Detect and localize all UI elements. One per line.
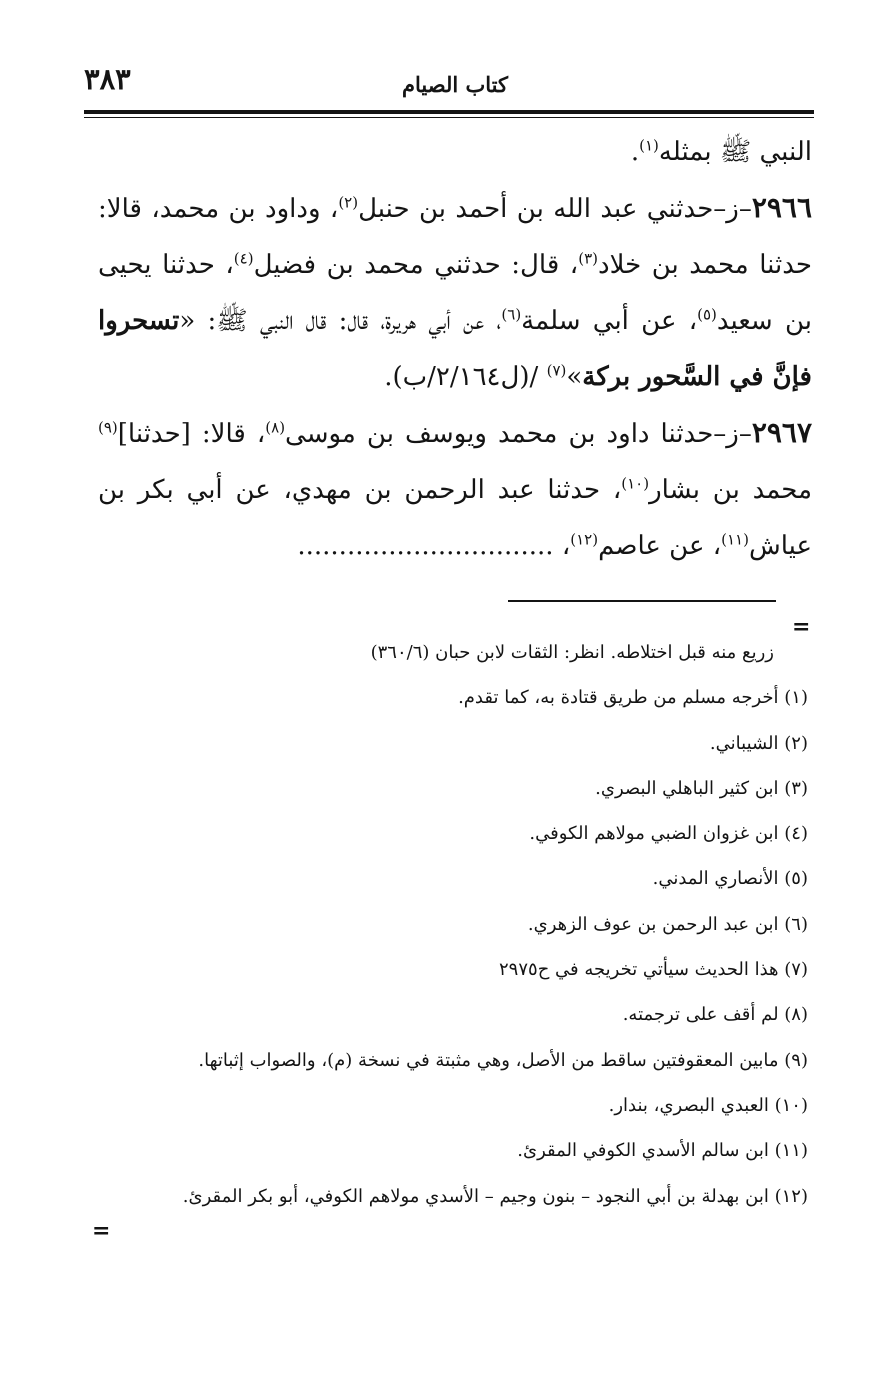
footnote-item: (١١) ابن سالم الأسدي الكوفي المقرئ. — [517, 1140, 808, 1162]
footnote-ref: (٦) — [501, 305, 522, 324]
footnote-ref: (١) — [639, 136, 659, 155]
hadith-2966: ٢٩٦٦–ز–حدثني عبد الله بن أحمد بن حنبل$^{(٢)}$، وداود بن محمد، قالا: حدثنا محمد بن خلاد$^{(٣)}$، قال: حدثني محمد بن فضيل$^{(٤)}$، حدثنا يحيى بن سعيد$^{(٥)}$، عن أبي سلمة$^{(٦)}$، عن أبي هريرة، قال: قال النبي ﷺ: «تسحروا فإنَّ في السَّحور بركة»$^{(٧)}$ /(ل٢/١٦٤/ب). — [98, 191, 812, 392]
footnote-ref: (٥) — [697, 305, 717, 324]
main-text — [98, 124, 812, 574]
footnote-item: (٤) ابن غزوان الضبي مولاهم الكوفي. — [529, 823, 808, 845]
footnote-ref: (٩) — [98, 418, 118, 437]
footnotes — [98, 630, 808, 1219]
ellipsis-dots: ............................... — [297, 531, 554, 561]
footnote-ref: (٨) — [265, 418, 286, 437]
header-rule-thin — [84, 117, 814, 118]
hadith-number: ٢٩٦٦ — [751, 191, 812, 224]
footnote-item: (١٠) العبدي البصري، بندار. — [608, 1094, 808, 1116]
footnote-continuation: زريع منه قبل اختلاطه. انظر: الثقات لابن حبان (٣٦٠/٦) — [370, 642, 774, 663]
footnote-ref: (٣) — [578, 249, 598, 268]
footnote-item: (٦) ابن عبد الرحمن بن عوف الزهري. — [527, 913, 808, 935]
footnote-ref: (١٠) — [621, 474, 650, 493]
footnote-ref: (١٢) — [570, 530, 599, 549]
header-rule-thick — [84, 110, 814, 114]
footnote-ref: (٧) — [546, 361, 567, 380]
hadith-number: ٢٩٦٧ — [751, 416, 812, 449]
footnote-separator — [508, 600, 776, 602]
continuation-marker-bottom: = — [92, 1218, 111, 1244]
footnote-item: (٩) مابين المعقوفتين ساقط من الأصل، وهي مثبتة في نسخة (م)، والصواب إثباتها. — [198, 1049, 808, 1071]
footnote-item: (٧) هذا الحديث سيأتي تخريجه في ح٢٩٧٥ — [499, 959, 808, 981]
footnote-ref: (١١) — [721, 530, 749, 549]
footnote-item: (٥) الأنصاري المدني. — [652, 868, 808, 890]
continuation-marker-top: = — [792, 614, 811, 640]
footnote-ref: (٤) — [233, 249, 254, 268]
footnote-item: (١٢) ابن بهدلة بن أبي النجود – بنون وجيم – الأسدي مولاهم الكوفي، أبو بكر المقرئ. — [182, 1185, 808, 1207]
book-title: كتاب الصيام — [402, 72, 508, 97]
hadith-matn: تسحروا فإنَّ في السَّحور بركة — [98, 306, 812, 392]
footnote-item: (٣) ابن كثير الباهلي البصري. — [595, 777, 808, 799]
footnote-ref: (٢) — [338, 193, 359, 212]
footnote-item: (٨) لم أقف على ترجمته. — [622, 1004, 808, 1026]
page-number: ٣٨٣ — [84, 62, 131, 96]
paragraph-continuation: النبي ﷺ بمثله$^{(١)}$. — [630, 136, 812, 167]
hadith-2967: ٢٩٦٧–ز–حدثنا داود بن محمد ويوسف بن موسى$^{(٨)}$، قالا: [حدثنا]$^{(٩)}$ محمد بن بشار$^{(١٠)}$، حدثنا عبد الرحمن بن مهدي، عن أبي بكر بن عياش$^{(١١)}$، عن عاصم$^{(١٢)}$، ............................... — [98, 416, 812, 561]
footnote-item: (١) أخرجه مسلم من طريق قتادة به، كما تقدم. — [458, 687, 808, 709]
footnote-item: (٢) الشيباني. — [709, 732, 808, 754]
manuscript-folio: /(ل٢/١٦٤/ب). — [384, 362, 547, 392]
